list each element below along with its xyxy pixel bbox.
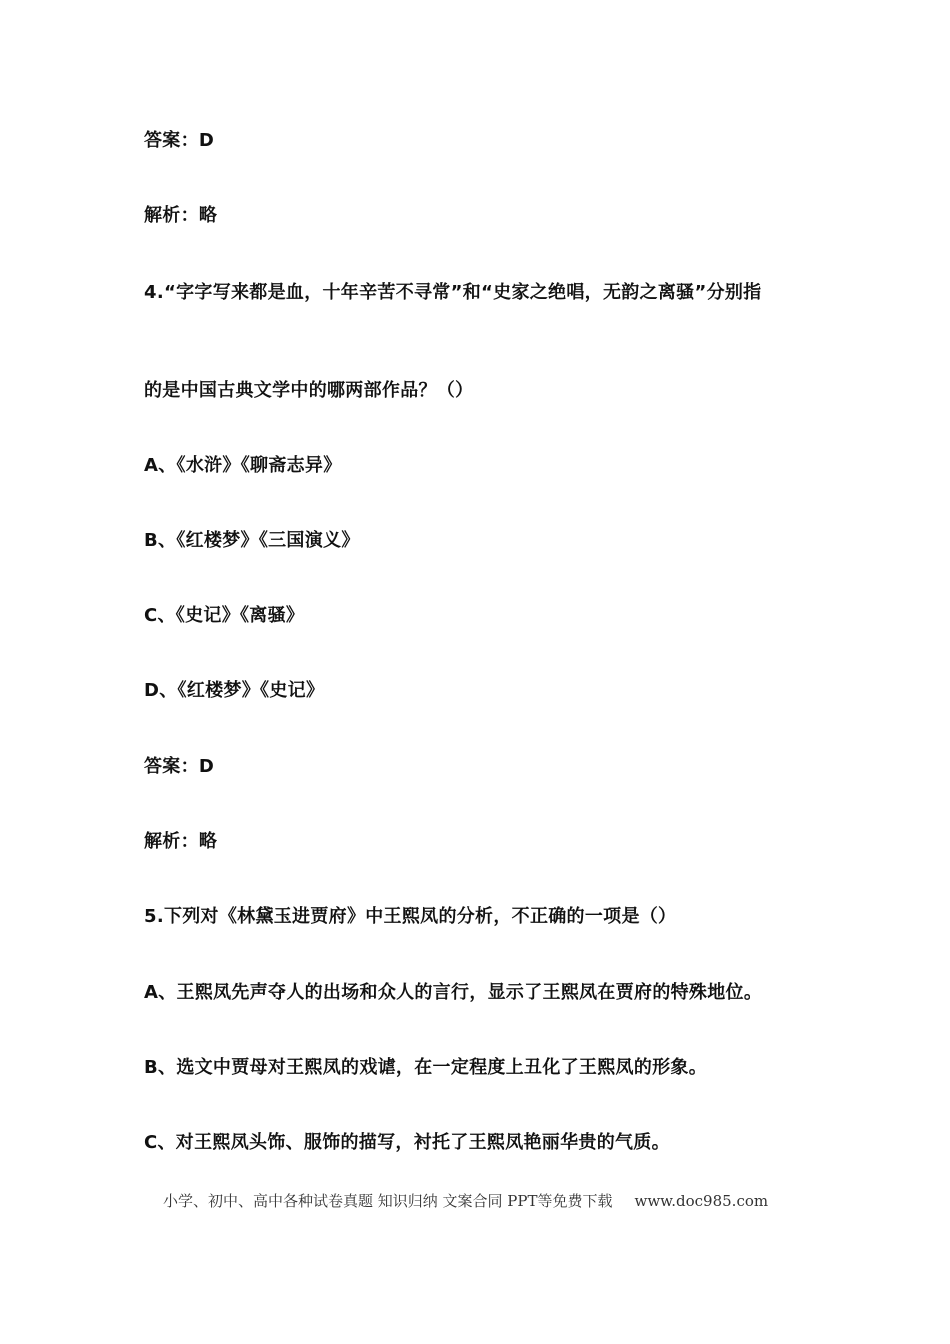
q5-option-b: B、选文中贾母对王熙凤的戏谑，在一定程度上丑化了王熙凤的形象。	[144, 1057, 708, 1078]
question-5: 5.下列对《林黛玉进贾府》中王熙凤的分析，不正确的一项是（）	[144, 906, 677, 927]
q4-option-b: B、《红楼梦》《三国演义》	[144, 530, 360, 551]
q4-option-d: D、《红楼梦》《史记》	[144, 680, 325, 701]
question-4-line-1: 4.“字字写来都是血，十年辛苦不寻常”和“史家之绝唱，无韵之离骚”分别指	[144, 282, 762, 303]
page-footer	[163, 1190, 768, 1211]
answer-label-q4: 答案：D	[144, 756, 215, 777]
answer-label-q3: 答案：D	[144, 130, 215, 151]
analysis-label-q4: 解析：略	[144, 831, 218, 852]
question-4-line-2: 的是中国古典文学中的哪两部作品？（）	[144, 380, 474, 401]
q5-option-c: C、对王熙凤头饰、服饰的描写，衬托了王熙凤艳丽华贵的气质。	[144, 1132, 670, 1153]
footer-website-link[interactable]: www.doc985.com	[634, 1192, 769, 1210]
q4-option-a: A、《水浒》《聊斋志异》	[144, 455, 342, 476]
q5-option-a: A、王熙凤先声夺人的出场和众人的言行，显示了王熙凤在贾府的特殊地位。	[144, 982, 763, 1003]
q4-option-c: C、《史记》《离骚》	[144, 605, 305, 626]
footer-text: 小学、初中、高中各种试卷真题 知识归纳 文案合同 PPT等免费下载	[163, 1192, 613, 1210]
analysis-label-q3: 解析：略	[144, 205, 218, 226]
